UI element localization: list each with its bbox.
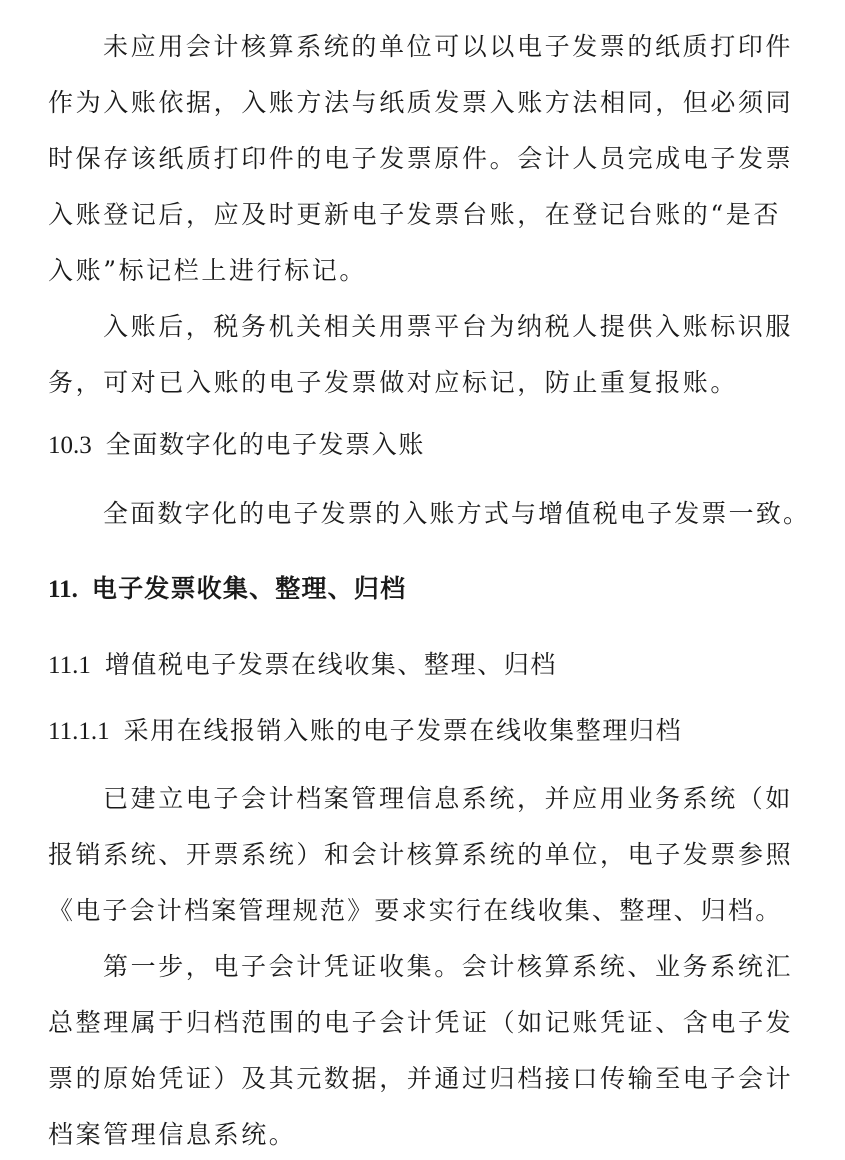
section-title: 采用在线报销入账的电子发票在线收集整理归档 <box>123 716 683 745</box>
text-line: 票的原始凭证）及其元数据，并通过归档接口传输至电子会计 <box>48 1064 794 1093</box>
section-heading-11-1-1 <box>0 714 845 749</box>
section-title: 全面数字化的电子发票入账 <box>105 430 425 459</box>
section-heading-11 <box>0 572 845 607</box>
section-heading-11-1 <box>0 648 845 683</box>
section-number: 11.1.1 <box>48 718 110 745</box>
text-line: 入账登记后，应及时更新电子发票台账，在登记台账的“是否 <box>48 200 781 229</box>
text-line: 已建立电子会计档案管理信息系统，并应用业务系统（如 <box>103 784 794 813</box>
text-line: 未应用会计核算系统的单位可以以电子发票的纸质打印件 <box>103 32 794 61</box>
text-line: 《电子会计档案管理规范》要求实行在线收集、整理、归档。 <box>48 896 783 925</box>
text-line: 入账后，税务机关相关用票平台为纳税人提供入账标识服 <box>103 312 794 341</box>
text-line: 作为入账依据，入账方法与纸质发票入账方法相同，但必须同 <box>48 88 794 117</box>
text-line: 入账”标记栏上进行标记。 <box>48 256 367 285</box>
section-heading-10-3 <box>0 428 845 463</box>
section-title: 增值税电子发票在线收集、整理、归档 <box>104 650 558 679</box>
section-number: 11.1 <box>48 652 91 679</box>
text-line: 时保存该纸质打印件的电子发票原件。会计人员完成电子发票 <box>48 144 794 173</box>
text-line: 第一步，电子会计凭证收集。会计核算系统、业务系统汇 <box>103 952 794 981</box>
text-line: 务，可对已入账的电子发票做对应标记，防止重复报账。 <box>48 368 739 397</box>
section-number: 11. <box>48 576 78 603</box>
section-title: 电子发票收集、整理、归档 <box>91 574 407 603</box>
text-line: 报销系统、开票系统）和会计核算系统的单位，电子发票参照 <box>48 840 794 869</box>
section-number: 10.3 <box>48 432 92 459</box>
text-line: 档案管理信息系统。 <box>48 1120 297 1149</box>
text-line: 总整理属于归档范围的电子会计凭证（如记账凭证、含电子发 <box>48 1008 794 1037</box>
text-line: 全面数字化的电子发票的入账方式与增值税电子发票一致。 <box>103 499 811 528</box>
